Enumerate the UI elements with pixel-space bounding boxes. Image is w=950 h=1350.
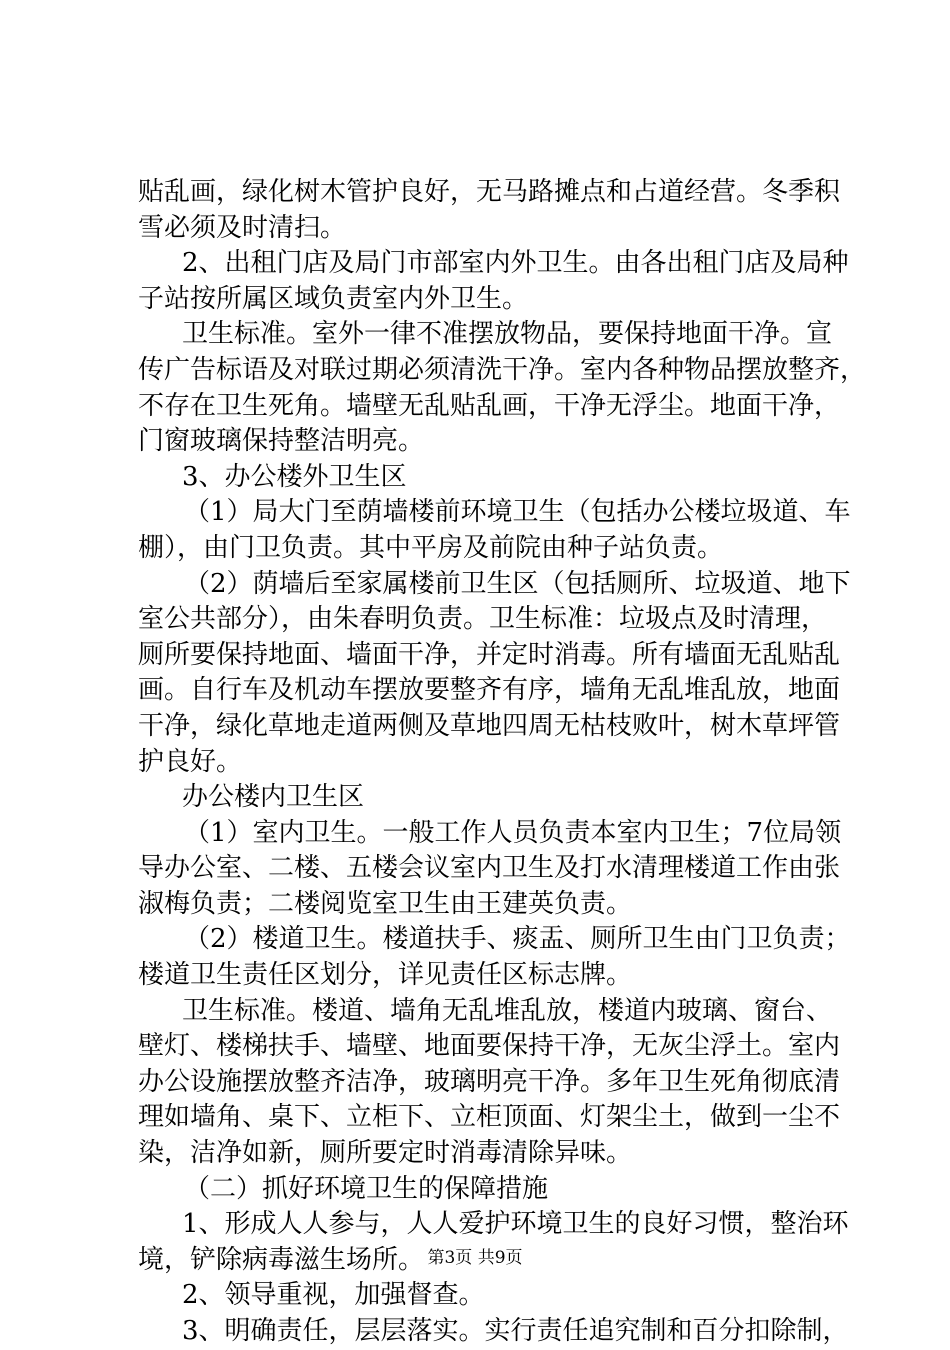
text-line: 3、办公楼外卫生区 xyxy=(182,461,407,492)
text-line: 卫生标准。室外一律不准摆放物品，要保持地面干净。宣 xyxy=(182,319,833,350)
text-line: （2）楼道卫生。楼道扶手、痰盂、厕所卫生由门卫负责； xyxy=(184,924,851,955)
text-line: 不存在卫生死角。墙壁无乱贴乱画，干净无浮尘。地面干净， xyxy=(138,390,841,421)
text-line: 1、形成人人参与，人人爱护环境卫生的良好习惯，整治环 xyxy=(182,1209,849,1240)
text-line: （1）室内卫生。一般工作人员负责本室内卫生；7位局领 xyxy=(184,817,842,848)
text-line: （1）局大门至荫墙楼前环境卫生（包括办公楼垃圾道、车 xyxy=(184,497,851,528)
text-line: 棚），由门卫负责。其中平房及前院由种子站负责。 xyxy=(138,532,724,563)
text-line: 门窗玻璃保持整洁明亮。 xyxy=(138,426,425,457)
text-line: 楼道卫生责任区划分，详见责任区标志牌。 xyxy=(138,960,633,991)
text-line: 染，洁净如新，厕所要定时消毒清除异味。 xyxy=(138,1138,633,1169)
text-line: 淑梅负责；二楼阅览室卫生由王建英负责。 xyxy=(138,888,633,919)
text-line: 理如墙角、桌下、立柜下、立柜顶面、灯架尘土，做到一尘不 xyxy=(138,1102,841,1133)
text-line: 干净，绿化草地走道两侧及草地四周无枯枝败叶，树木草坪管 xyxy=(138,710,841,741)
text-line: 厕所要保持地面、墙面干净，并定时消毒。所有墙面无乱贴乱 xyxy=(138,639,841,670)
text-line: 2、出租门店及局门市部室内外卫生。由各出租门店及局种 xyxy=(182,248,849,279)
text-line: 3、明确责任，层层落实。实行责任追究制和百分扣除制， xyxy=(182,1316,849,1346)
text-line: 导办公室、二楼、五楼会议室内卫生及打水清理楼道工作由张 xyxy=(138,853,841,884)
text-line: 画。自行车及机动车摆放要整齐有序，墙角无乱堆乱放，地面 xyxy=(138,675,841,706)
text-line: 2、领导重视，加强督查。 xyxy=(182,1280,485,1311)
text-line: 壁灯、楼梯扶手、墙壁、地面要保持干净，无灰尘浮土。室内 xyxy=(138,1031,841,1062)
text-line: 贴乱画，绿化树木管护良好，无马路摊点和占道经营。冬季积 xyxy=(138,177,841,207)
text-line: 办公楼内卫生区 xyxy=(182,782,365,813)
text-line: （2）荫墙后至家属楼前卫生区（包括厕所、垃圾道、地下 xyxy=(184,568,851,599)
text-line: 传广告标语及对联过期必须清洗干净。室内各种物品摆放整齐， xyxy=(138,354,867,385)
text-line: （二）抓好环境卫生的保障措施 xyxy=(184,1173,549,1204)
page-number-footer: 第3页 共9页 xyxy=(427,1248,523,1268)
text-line: 室公共部分），由朱春明负责。卫生标准：垃圾点及时清理， xyxy=(138,604,828,635)
text-line: 雪必须及时清扫。 xyxy=(138,212,347,243)
text-line: 卫生标准。楼道、墙角无乱堆乱放，楼道内玻璃、窗台、 xyxy=(182,995,833,1026)
document-body xyxy=(138,175,867,1350)
text-line: 境，铲除病毒滋生场所。 xyxy=(138,1244,425,1275)
text-line: 办公设施摆放整齐洁净，玻璃明亮干净。多年卫生死角彻底清 xyxy=(138,1066,841,1097)
text-line: 护良好。 xyxy=(138,746,243,777)
text-line: 子站按所属区域负责室内外卫生。 xyxy=(138,283,529,314)
